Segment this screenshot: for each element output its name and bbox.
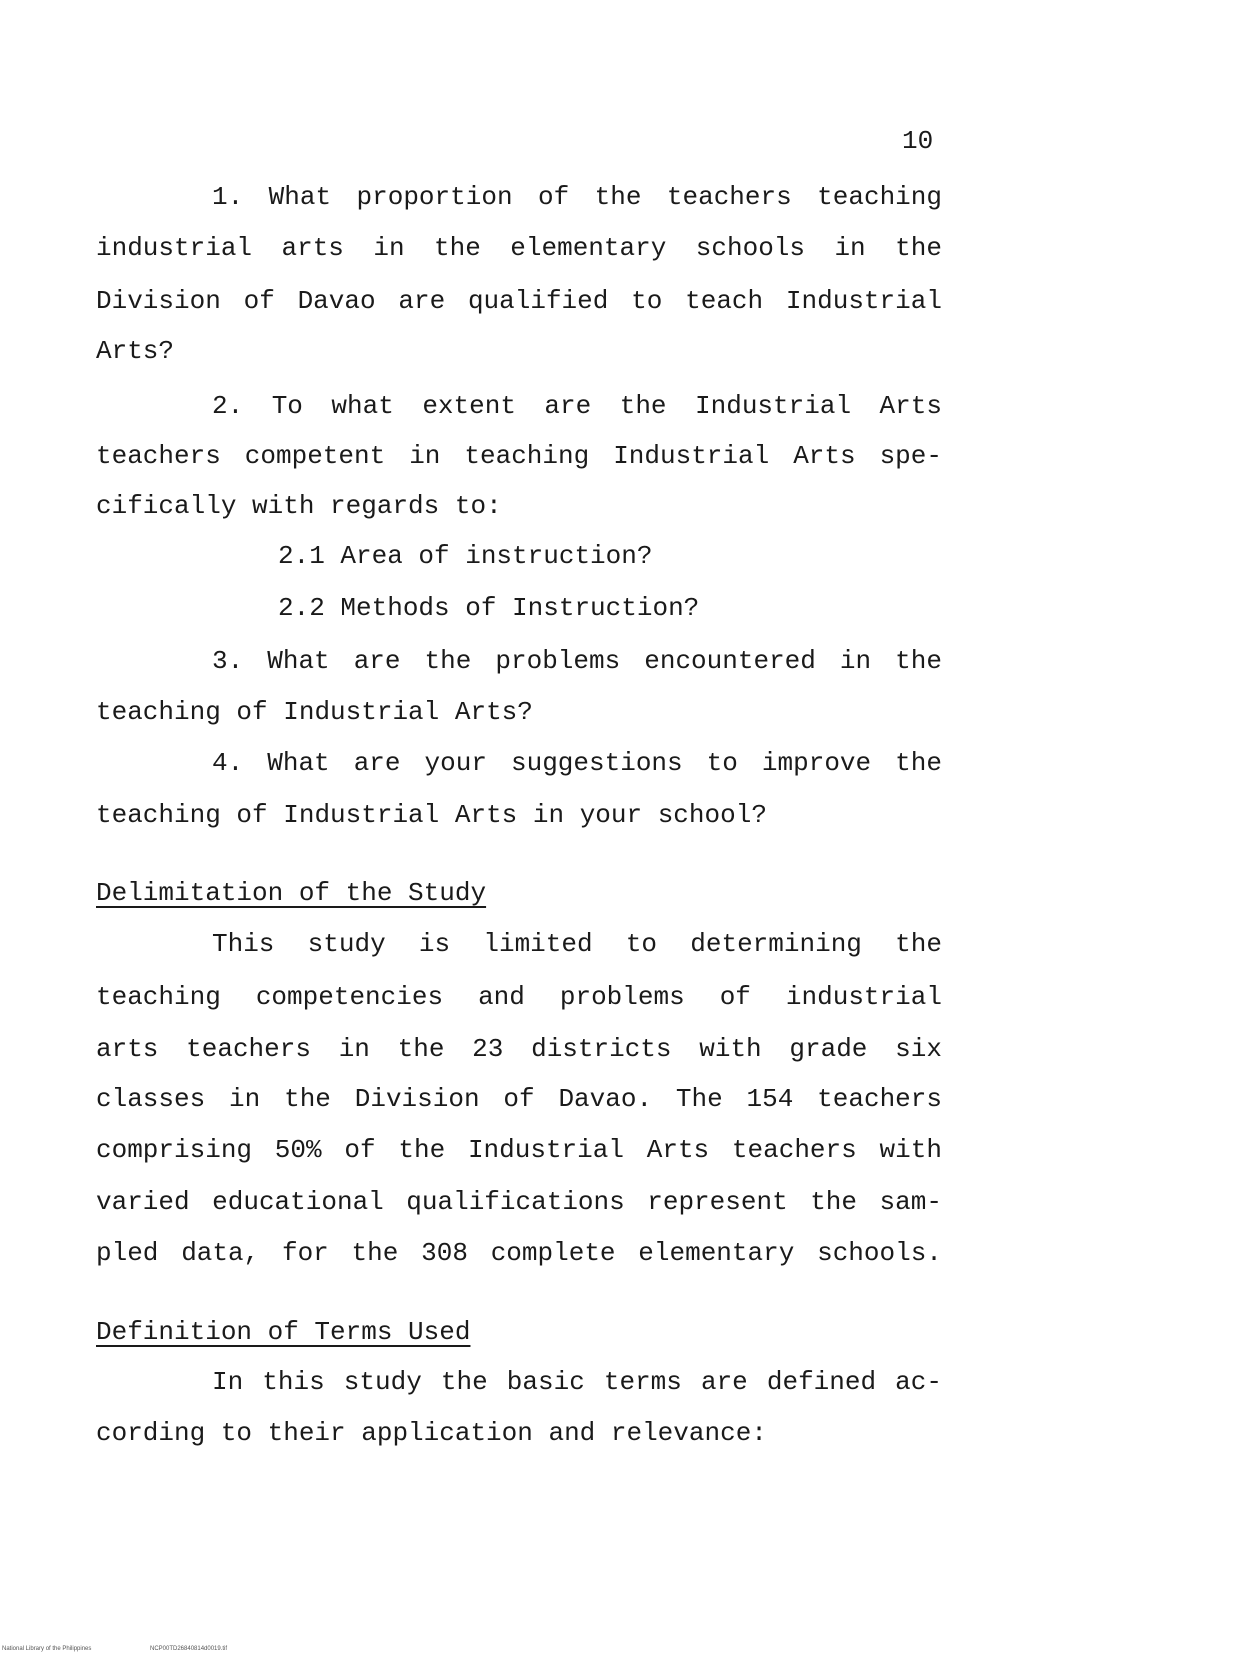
word: for bbox=[281, 1238, 329, 1268]
word: of bbox=[719, 982, 751, 1012]
text-line bbox=[212, 1365, 942, 1399]
word: schools bbox=[695, 233, 805, 263]
word: classes bbox=[96, 1084, 206, 1114]
word: in bbox=[229, 1084, 261, 1114]
word: basic bbox=[506, 1367, 585, 1397]
word: limited bbox=[483, 929, 593, 959]
text-line bbox=[96, 1032, 942, 1066]
word: cording bbox=[96, 1418, 206, 1448]
word: study bbox=[307, 929, 386, 959]
text-line bbox=[96, 695, 533, 729]
word: cifically bbox=[96, 491, 237, 521]
word: 154 bbox=[746, 1084, 794, 1114]
word: determining bbox=[690, 929, 862, 959]
word: teachers bbox=[186, 1034, 311, 1064]
word: Industrial bbox=[613, 441, 770, 471]
word: Arts bbox=[879, 391, 942, 421]
word: teaching bbox=[817, 182, 942, 212]
word: the bbox=[895, 748, 942, 778]
word: varied bbox=[96, 1187, 190, 1217]
word: competencies bbox=[255, 982, 444, 1012]
word: elementary bbox=[638, 1238, 795, 1268]
word: Industrial bbox=[283, 800, 440, 830]
word: are bbox=[353, 646, 401, 676]
word: terms bbox=[603, 1367, 682, 1397]
word: teachers bbox=[817, 1084, 942, 1114]
text-line bbox=[212, 180, 942, 214]
word: the bbox=[351, 1238, 399, 1268]
word: improve bbox=[761, 748, 872, 778]
text-line bbox=[96, 798, 767, 832]
word: complete bbox=[490, 1238, 616, 1268]
word: 4. bbox=[212, 748, 244, 778]
word: Industrial bbox=[695, 391, 852, 421]
word: In bbox=[212, 1367, 244, 1397]
word: Arts? bbox=[454, 697, 533, 727]
text-line bbox=[96, 1416, 767, 1450]
word: in bbox=[409, 441, 441, 471]
word: in bbox=[834, 233, 866, 263]
word: qualifications bbox=[406, 1187, 625, 1217]
word: are bbox=[398, 286, 446, 316]
word: Division bbox=[96, 286, 221, 316]
text-line bbox=[96, 980, 942, 1014]
word: of bbox=[236, 800, 268, 830]
word: data, bbox=[181, 1238, 260, 1268]
word: your bbox=[424, 748, 487, 778]
footer-filename: NCP00TD26840814d0019.tif bbox=[150, 1646, 228, 1652]
sub-item: 2.2 Methods of Instruction? bbox=[278, 593, 700, 623]
word: relevance: bbox=[610, 1418, 767, 1448]
word: the bbox=[284, 1084, 331, 1114]
word: Industrial bbox=[785, 286, 942, 316]
word: 23 bbox=[472, 1034, 504, 1064]
word: the bbox=[895, 646, 942, 676]
word: arts bbox=[281, 233, 344, 263]
text-line bbox=[96, 284, 942, 318]
word: study bbox=[343, 1367, 422, 1397]
word: What bbox=[267, 748, 330, 778]
word: the bbox=[895, 929, 942, 959]
word: Arts bbox=[454, 800, 518, 830]
word: Industrial bbox=[283, 697, 440, 727]
word: The bbox=[675, 1084, 723, 1114]
word: problems bbox=[559, 982, 685, 1012]
word: 2. bbox=[212, 391, 244, 421]
word: and bbox=[478, 982, 525, 1012]
text-line bbox=[96, 231, 942, 265]
word: Arts bbox=[646, 1135, 710, 1165]
word: To bbox=[271, 391, 303, 421]
word: represent bbox=[647, 1187, 788, 1217]
word: What bbox=[268, 182, 332, 212]
word: application bbox=[361, 1418, 533, 1448]
word: of bbox=[344, 1135, 376, 1165]
word: what bbox=[331, 391, 394, 421]
word: are bbox=[544, 391, 592, 421]
word: schools. bbox=[817, 1238, 942, 1268]
word: regards bbox=[330, 491, 440, 521]
word: teachers bbox=[96, 441, 221, 471]
word: teaching bbox=[464, 441, 590, 471]
section-heading: Delimitation of the Study bbox=[96, 878, 487, 908]
word: teaching bbox=[96, 982, 221, 1012]
text-line bbox=[212, 746, 942, 780]
word: Arts? bbox=[96, 336, 175, 366]
word: the bbox=[424, 646, 472, 676]
word: with bbox=[252, 491, 315, 521]
word: their bbox=[267, 1418, 346, 1448]
word: the bbox=[619, 391, 667, 421]
word: the bbox=[398, 1135, 446, 1165]
text-line bbox=[212, 927, 942, 961]
word: six bbox=[895, 1034, 942, 1064]
text-line bbox=[96, 439, 942, 473]
text-line bbox=[212, 389, 942, 423]
word: the bbox=[397, 1034, 445, 1064]
word: to bbox=[625, 929, 658, 959]
word: are bbox=[353, 748, 401, 778]
word: 50% bbox=[274, 1135, 322, 1165]
word: extent bbox=[422, 391, 516, 421]
text-line bbox=[96, 489, 502, 523]
text-line bbox=[96, 1185, 942, 1219]
word: of bbox=[537, 182, 570, 212]
word: competent bbox=[244, 441, 386, 471]
word: Division bbox=[354, 1084, 480, 1114]
word: and bbox=[548, 1418, 596, 1448]
word: suggestions bbox=[511, 748, 683, 778]
word: of bbox=[243, 286, 275, 316]
text-line bbox=[96, 1133, 942, 1167]
word: in bbox=[338, 1034, 370, 1064]
word: proportion bbox=[356, 182, 513, 212]
word: of bbox=[236, 697, 268, 727]
word: school? bbox=[657, 800, 767, 830]
text-line bbox=[96, 1236, 942, 1270]
word: the bbox=[594, 182, 642, 212]
word: teachers bbox=[666, 182, 792, 212]
word: sam- bbox=[879, 1187, 942, 1217]
word: Davao. bbox=[558, 1084, 653, 1114]
word: 3. bbox=[212, 646, 244, 676]
word: 308 bbox=[421, 1238, 468, 1268]
word: teaching bbox=[96, 800, 221, 830]
word: Arts bbox=[793, 441, 856, 471]
word: qualified bbox=[467, 286, 609, 316]
word: to: bbox=[454, 491, 502, 521]
word: Industrial bbox=[467, 1135, 624, 1165]
word: problems bbox=[495, 646, 621, 676]
word: What bbox=[267, 646, 330, 676]
word: of bbox=[503, 1084, 535, 1114]
word: in bbox=[839, 646, 872, 676]
word: pled bbox=[96, 1238, 159, 1268]
word: are bbox=[700, 1367, 748, 1397]
word: grade bbox=[789, 1034, 868, 1064]
word: encountered bbox=[644, 646, 816, 676]
word: industrial bbox=[785, 982, 942, 1012]
word: the bbox=[810, 1187, 858, 1217]
word: industrial bbox=[96, 233, 253, 263]
text-line bbox=[96, 1082, 942, 1116]
word: ac- bbox=[895, 1367, 942, 1397]
word: spe- bbox=[879, 441, 942, 471]
word: in bbox=[373, 233, 405, 263]
word: This bbox=[212, 929, 275, 959]
word: to bbox=[220, 1418, 253, 1448]
word: 1. bbox=[212, 182, 244, 212]
word: the bbox=[440, 1367, 488, 1397]
word: with bbox=[699, 1034, 762, 1064]
word: teachers bbox=[731, 1135, 857, 1165]
word: Davao bbox=[297, 286, 376, 316]
sub-item: 2.1 Area of instruction? bbox=[278, 541, 653, 571]
section-heading: Definition of Terms Used bbox=[96, 1317, 471, 1347]
word: teaching bbox=[96, 697, 221, 727]
word: comprising bbox=[96, 1135, 253, 1165]
word: the bbox=[434, 233, 481, 263]
word: the bbox=[895, 233, 942, 263]
word: your bbox=[579, 800, 643, 830]
word: to bbox=[706, 748, 738, 778]
word: in bbox=[532, 800, 565, 830]
word: is bbox=[418, 929, 451, 959]
text-line bbox=[212, 644, 942, 678]
word: teach bbox=[685, 286, 764, 316]
word: this bbox=[262, 1367, 325, 1397]
word: to bbox=[631, 286, 663, 316]
word: with bbox=[879, 1135, 942, 1165]
word: districts bbox=[531, 1034, 672, 1064]
word: educational bbox=[212, 1187, 384, 1217]
word: arts bbox=[96, 1034, 159, 1064]
word: elementary bbox=[510, 233, 667, 263]
footer-library: National Library of the Philippines bbox=[2, 1646, 92, 1652]
word: defined bbox=[766, 1367, 877, 1397]
text-line bbox=[96, 334, 174, 368]
page-number: 10 bbox=[902, 126, 934, 156]
